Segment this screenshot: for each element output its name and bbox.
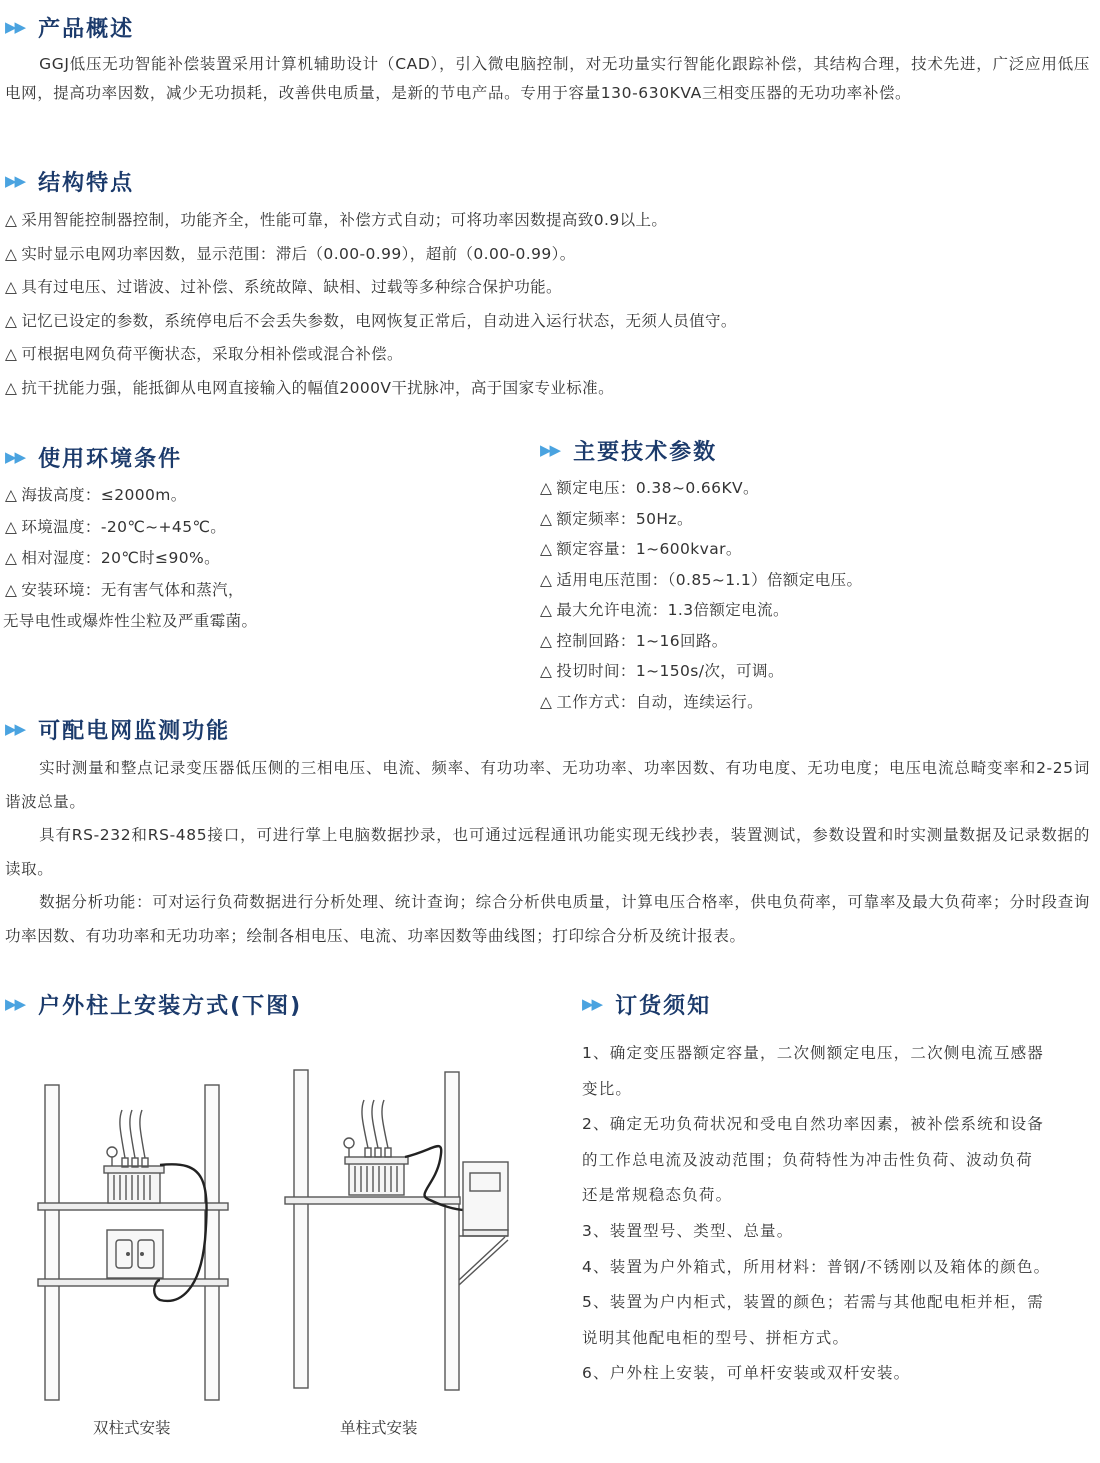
monitoring-paragraph: 数据分析功能：可对运行负荷数据进行分析处理、统计查询；综合分析供电质量，计算电压合格率，供电负荷率，可靠率及最大负荷率；分时段查询功率因数、有功功率和无功功率；绘制各相电压、电流、功率因数等曲线图；打印综合分析及统计报表。 — [5, 893, 1090, 945]
feature-item: △ 抗干扰能力强，能抵御从电网直接输入的幅值2000V干扰脉冲，高于国家专业标准。 — [5, 378, 614, 397]
monitoring-paragraph: 具有RS-232和RS-485接口，可进行掌上电脑数据抄录，也可通过远程通讯功能实现无线抄表，装置测试，参数设置和时实测量数据及记录数据的读取。 — [5, 826, 1090, 878]
double-arrow-icon: ▶▶ — [5, 448, 25, 466]
feature-item: △ 可根据电网负荷平衡状态，采取分相补偿或混合补偿。 — [5, 345, 403, 364]
tech-params-heading — [540, 433, 1090, 467]
ordering-line: 变比。 — [582, 1079, 633, 1098]
double-arrow-icon: ▶▶ — [5, 720, 25, 738]
ordering-heading — [582, 987, 1092, 1021]
ordering-title: 订货须知 — [615, 993, 712, 1019]
triangle-bullet-icon: △ — [5, 211, 18, 229]
monitoring-paragraph: 实时测量和整点记录变压器低压侧的三相电压、电流、频率、有功功率、无功功率、功率因数、有功电度、无功电度；电压电流总畸变率和2-25词谐波总量。 — [5, 759, 1090, 811]
triangle-bullet-icon: △ — [5, 278, 18, 297]
feature-item: △ 具有过电压、过谐波、过补偿、系统故障、缺相、过载等多种综合保护功能。 — [5, 278, 562, 297]
environment-item: △ 相对湿度：20℃时≤90%。 — [5, 549, 220, 567]
triangle-bullet-icon: △ — [540, 692, 553, 711]
ordering-line: 1、确定变压器额定容量，二次侧额定电压，二次侧电流互感器 — [582, 1044, 1044, 1062]
overview-text: GGJ低压无功智能补偿装置采用计算机辅助设计（CAD），引入微电脑控制，对无功量实行智能化跟踪补偿，其结构合理，技术先进，广泛应用低压电网，提高功率因数，减少无功损耗，改善供电质量，是新的节电产品。专用于容量130-630KVA三相变压器的无功功率补偿。 — [5, 55, 1090, 102]
double-pole-diagram — [38, 1085, 228, 1400]
ordering-line: 6、户外柱上安装，可单杆安装或双杆安装。 — [582, 1364, 911, 1383]
single-pole-diagram — [285, 1070, 508, 1390]
features-title: 结构特点 — [38, 170, 135, 196]
triangle-bullet-icon: △ — [540, 631, 553, 650]
double-arrow-icon: ▶▶ — [540, 441, 560, 459]
overview-title: 产品概述 — [38, 16, 135, 42]
triangle-bullet-icon: △ — [540, 540, 553, 558]
ordering-line: 3、装置型号、类型、总量。 — [582, 1221, 794, 1240]
param-item: △ 控制回路：1~16回路。 — [540, 631, 728, 650]
triangle-bullet-icon: △ — [5, 517, 18, 536]
environment-continuation: 无导电性或爆炸性尘粒及严重霉菌。 — [3, 612, 258, 630]
triangle-bullet-icon: △ — [540, 479, 553, 497]
param-item: △ 适用电压范围：（0.85~1.1）倍额定电压。 — [540, 570, 863, 589]
double-arrow-icon: ▶▶ — [582, 995, 602, 1013]
triangle-bullet-icon: △ — [5, 378, 18, 397]
monitoring-heading — [5, 712, 1090, 746]
features-section — [5, 164, 1090, 410]
triangle-bullet-icon: △ — [5, 549, 18, 567]
param-item: △ 工作方式：自动，连续运行。 — [540, 692, 764, 711]
environment-section — [5, 440, 525, 641]
param-item: △ 额定频率：50Hz。 — [540, 509, 693, 528]
tech-params-title: 主要技术参数 — [573, 439, 718, 465]
environment-title: 使用环境条件 — [38, 446, 183, 472]
triangle-bullet-icon: △ — [5, 486, 18, 504]
triangle-bullet-icon: △ — [5, 345, 18, 364]
ordering-line: 4、装置为户外箱式，所用材料：普钢/不锈刚以及箱体的颜色。 — [582, 1257, 1051, 1276]
caption-single-pole: 单柱式安装 — [340, 1419, 418, 1437]
monitoring-section — [5, 712, 1090, 953]
environment-heading — [5, 440, 525, 474]
ordering-line: 5、装置为户内柜式，装置的颜色；若需与其他配电柜并柜，需 — [582, 1293, 1044, 1312]
ordering-line: 还是常规稳态负荷。 — [582, 1186, 733, 1205]
installation-title: 户外柱上安装方式(下图) — [38, 993, 303, 1019]
features-heading — [5, 164, 1090, 198]
triangle-bullet-icon: △ — [540, 509, 553, 528]
overview-section — [5, 10, 1090, 108]
ordering-section — [582, 987, 1092, 1392]
installation-section — [5, 987, 545, 1021]
ordering-line: 说明其他配电柜的型号、拼柜方式。 — [582, 1328, 850, 1347]
environment-item: △ 安装环境：无有害气体和蒸汽， — [5, 580, 244, 599]
overview-heading — [5, 10, 1090, 44]
installation-diagram — [0, 1060, 540, 1410]
feature-item: △ 记忆已设定的参数，系统停电后不会丢失参数，电网恢复正常后，自动进入运行状态，无须人员值守。 — [5, 311, 737, 330]
double-arrow-icon: ▶▶ — [5, 995, 25, 1013]
triangle-bullet-icon: △ — [5, 311, 18, 330]
param-item: △ 额定容量：1~600kvar。 — [540, 540, 742, 558]
installation-heading — [5, 987, 545, 1021]
param-item: △ 投切时间：1~150s/次，可调。 — [540, 662, 784, 680]
environment-item: △ 海拔高度：≤2000m。 — [5, 486, 187, 504]
feature-item: △ 实时显示电网功率因数，显示范围：滞后（0.00-0.99），超前（0.00-0.99）。 — [5, 244, 576, 263]
double-arrow-icon: ▶▶ — [5, 172, 25, 190]
triangle-bullet-icon: △ — [5, 244, 18, 263]
monitoring-title: 可配电网监测功能 — [38, 718, 231, 744]
triangle-bullet-icon: △ — [540, 601, 553, 619]
caption-double-pole: 双柱式安装 — [93, 1419, 171, 1437]
param-item: △ 最大允许电流：1.3倍额定电流。 — [540, 601, 789, 619]
ordering-line: 的工作总电流及波动范围；负荷特性为冲击性负荷、波动负荷 — [582, 1150, 1033, 1169]
triangle-bullet-icon: △ — [5, 580, 18, 599]
feature-item: △ 采用智能控制器控制，功能齐全，性能可靠，补偿方式自动；可将功率因数提高致0.9以上。 — [5, 211, 668, 229]
triangle-bullet-icon: △ — [540, 662, 553, 680]
triangle-bullet-icon: △ — [540, 570, 553, 589]
tech-params-section — [540, 433, 1090, 720]
param-item: △ 额定电压：0.38~0.66KV。 — [540, 479, 759, 497]
environment-item: △ 环境温度：-20℃~+45℃。 — [5, 517, 227, 536]
double-arrow-icon: ▶▶ — [5, 18, 25, 36]
ordering-line: 2、确定无功负荷状况和受电自然功率因素，被补偿系统和设备 — [582, 1115, 1044, 1134]
